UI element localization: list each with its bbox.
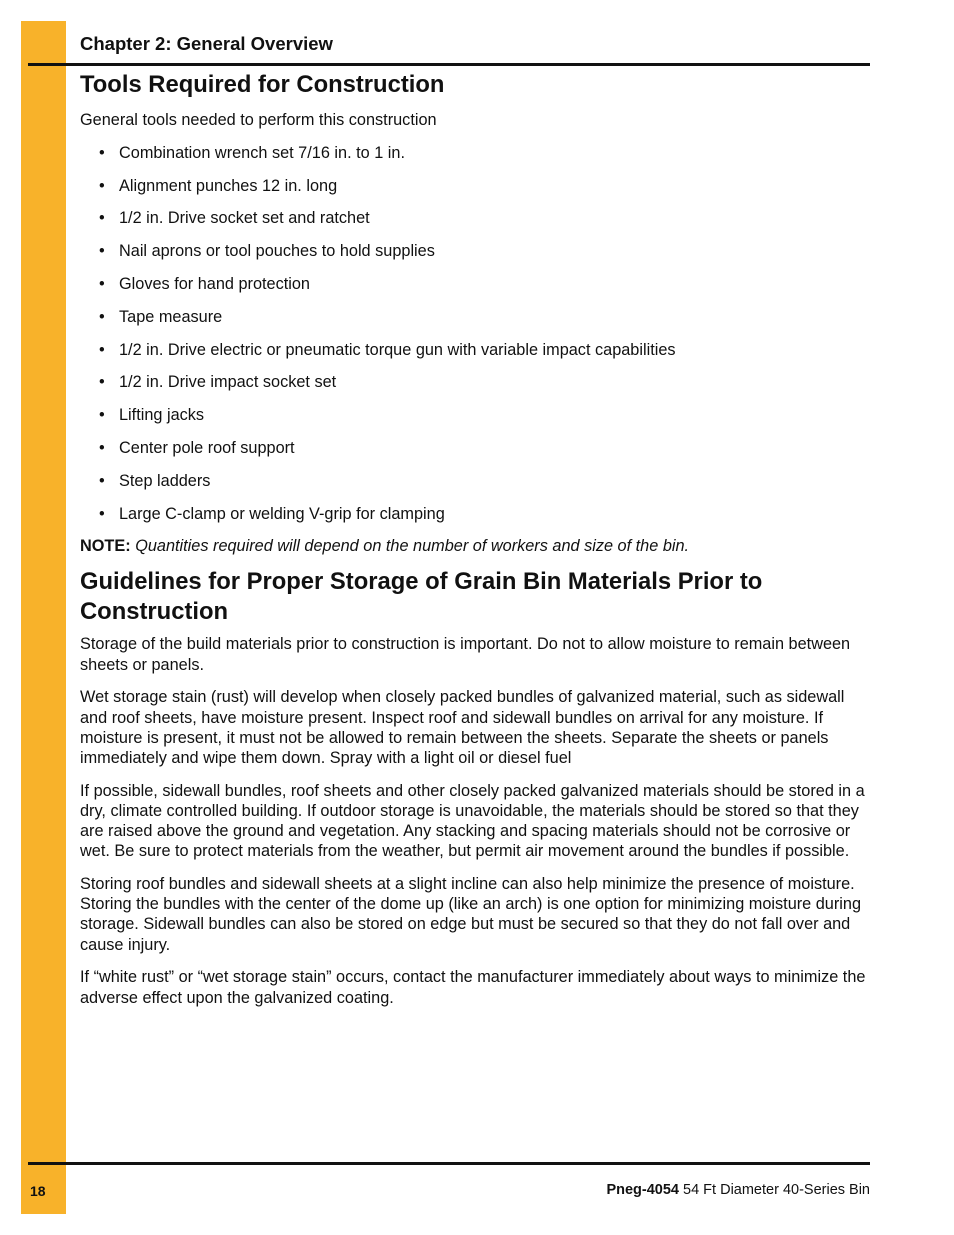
list-item	[80, 340, 872, 360]
tools-intro: General tools needed to perform this construction	[80, 111, 437, 129]
bullet-icon: •	[99, 406, 105, 425]
list-item	[80, 307, 872, 327]
document-reference	[606, 1182, 870, 1198]
list-item-text: 1/2 in. Drive impact socket set	[119, 373, 337, 392]
list-item	[80, 274, 872, 294]
chapter-header: Chapter 2: General Overview	[80, 33, 333, 54]
page-content	[80, 70, 872, 1008]
list-item	[80, 372, 872, 392]
bullet-icon: •	[99, 242, 105, 261]
bullet-icon: •	[99, 438, 105, 457]
list-item-text: 1/2 in. Drive socket set and ratchet	[119, 209, 370, 228]
list-item-text: Gloves for hand protection	[119, 274, 310, 293]
list-item	[80, 208, 872, 228]
bullet-icon: •	[99, 504, 105, 523]
list-item	[80, 143, 872, 163]
note	[80, 536, 872, 556]
list-item-text: Alignment punches 12 in. long	[119, 176, 338, 195]
list-item-text: Step ladders	[119, 471, 211, 490]
bullet-icon: •	[99, 340, 105, 359]
list-item-text: Nail aprons or tool pouches to hold supplies	[119, 242, 435, 261]
bullet-icon: •	[99, 471, 105, 490]
header-rule	[28, 63, 870, 66]
footer-rule	[28, 1162, 870, 1165]
list-item-text: 1/2 in. Drive electric or pneumatic torque gun with variable impact capabilities	[119, 340, 676, 359]
list-item	[80, 405, 872, 425]
doc-code: Pneg-4054	[606, 1182, 679, 1198]
bullet-icon: •	[99, 274, 105, 293]
storage-paragraph: Storage of the build materials prior to construction is important. Do not to allow moisture to remain between sheets or panels.	[80, 635, 851, 674]
bullet-icon: •	[99, 307, 105, 326]
note-text: Quantities required will depend on the number of workers and size of the bin.	[135, 537, 690, 556]
list-item-text: Combination wrench set 7/16 in. to 1 in.	[119, 143, 405, 162]
list-item	[80, 176, 872, 196]
storage-paragraph: If possible, sidewall bundles, roof sheets and other closely packed galvanized materials should be stored in a dry, climate controlled building. If outdoor storage is unavoidable, the materials should be stored so that they are raised above the ground and vegetation. Any stacking and spacing materials should not be corrosive or wet. Be sure to protect materials from the weather, but permit air movement around the bundles if possible.	[80, 781, 865, 861]
bullet-icon: •	[99, 176, 105, 195]
bullet-icon: •	[99, 373, 105, 392]
note-label: NOTE:	[80, 537, 131, 556]
tools-heading: Tools Required for Construction	[80, 71, 445, 98]
bullet-icon: •	[99, 209, 105, 228]
list-item-text: Lifting jacks	[119, 406, 205, 425]
list-item-text: Tape measure	[119, 307, 223, 326]
tools-list	[80, 143, 872, 524]
list-item	[80, 504, 872, 524]
storage-heading: Guidelines for Proper Storage of Grain Bin Materials Prior to Construction	[80, 568, 763, 625]
list-item	[80, 438, 872, 458]
page-number: 18	[30, 1183, 46, 1199]
storage-paragraph: Wet storage stain (rust) will develop when closely packed bundles of galvanized material, such as sidewall and roof sheets, have moisture present. Inspect roof and sidewall bundles on arrival for any moisture. If moisture is present, it must not be allowed to remain between the sheets. Separate the sheets or panels immediately and wipe them down. Spray with a light oil or diesel fuel	[80, 688, 845, 767]
list-item	[80, 471, 872, 491]
bullet-icon: •	[99, 143, 105, 162]
storage-paragraph: Storing roof bundles and sidewall sheets at a slight incline can also help minimize the presence of moisture. Storing the bundles with the center of the dome up (like an arch) is one option for minimizing moisture during storage. Sidewall bundles can also be stored on edge but must be secured so that they do not fall over and cause injury.	[80, 875, 862, 954]
list-item	[80, 241, 872, 261]
list-item-text: Center pole roof support	[119, 438, 295, 457]
side-color-bar	[21, 21, 66, 1214]
doc-title: 54 Ft Diameter 40-Series Bin	[679, 1182, 870, 1198]
storage-paragraph: If “white rust” or “wet storage stain” occurs, contact the manufacturer immediately about ways to minimize the adverse effect upon the galvanized coating.	[80, 968, 866, 1007]
list-item-text: Large C-clamp or welding V-grip for clamping	[119, 504, 445, 523]
